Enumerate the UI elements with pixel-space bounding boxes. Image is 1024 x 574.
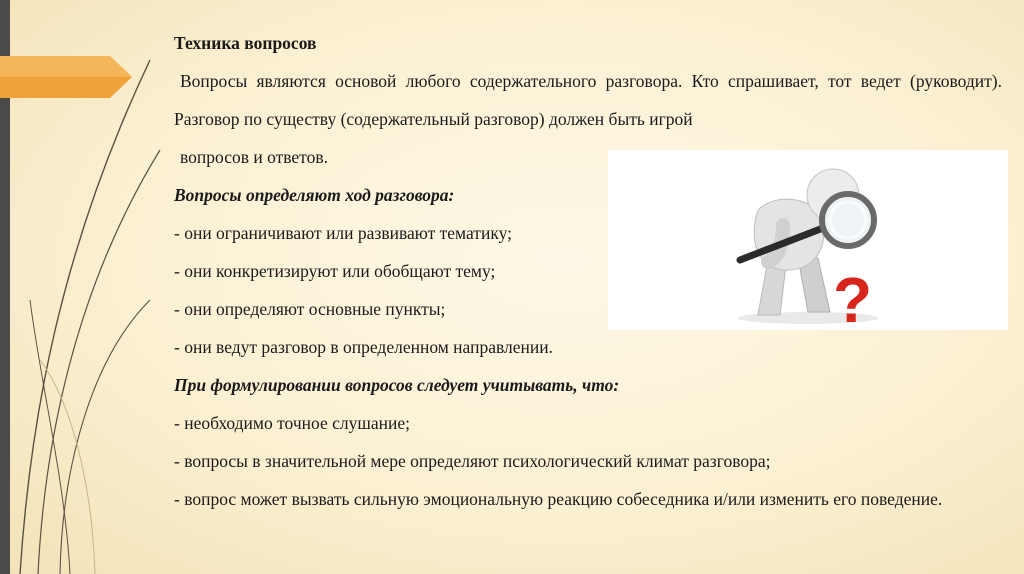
list-item: - они ведут разговор в определенном направлении.: [174, 337, 553, 357]
magnifier-figure-illustration: [608, 150, 1008, 330]
svg-text:?: ?: [833, 264, 873, 330]
slide-title: Техника вопросов: [174, 33, 317, 53]
list-item: - вопросы в значительной мере определяют психологический климат разговора;: [174, 451, 771, 471]
list-item: - они конкретизируют или обобщают тему;: [174, 261, 496, 281]
intro-paragraph: Вопросы являются основой любого содержательного разговора. Кто спрашивает, тот ведет (руководит). Разговор по существу (содержательный разговор) должен быть игрой: [174, 71, 1002, 129]
list-item: - они определяют основные пункты;: [174, 299, 446, 319]
list-item: - они ограничивают или развивают тематику;: [174, 223, 512, 243]
accent-arrow-tab: [0, 56, 132, 98]
section1-heading: Вопросы определяют ход разговора:: [174, 185, 455, 205]
section2-heading: При формулировании вопросов следует учитывать, что:: [174, 375, 620, 395]
list-item: - необходимо точное слушание;: [174, 413, 410, 433]
intro-paragraph-end: вопросов и ответов.: [180, 147, 328, 167]
list-item: - вопрос может вызвать сильную эмоциональную реакцию собеседника и/или изменить его поведение.: [174, 489, 943, 509]
